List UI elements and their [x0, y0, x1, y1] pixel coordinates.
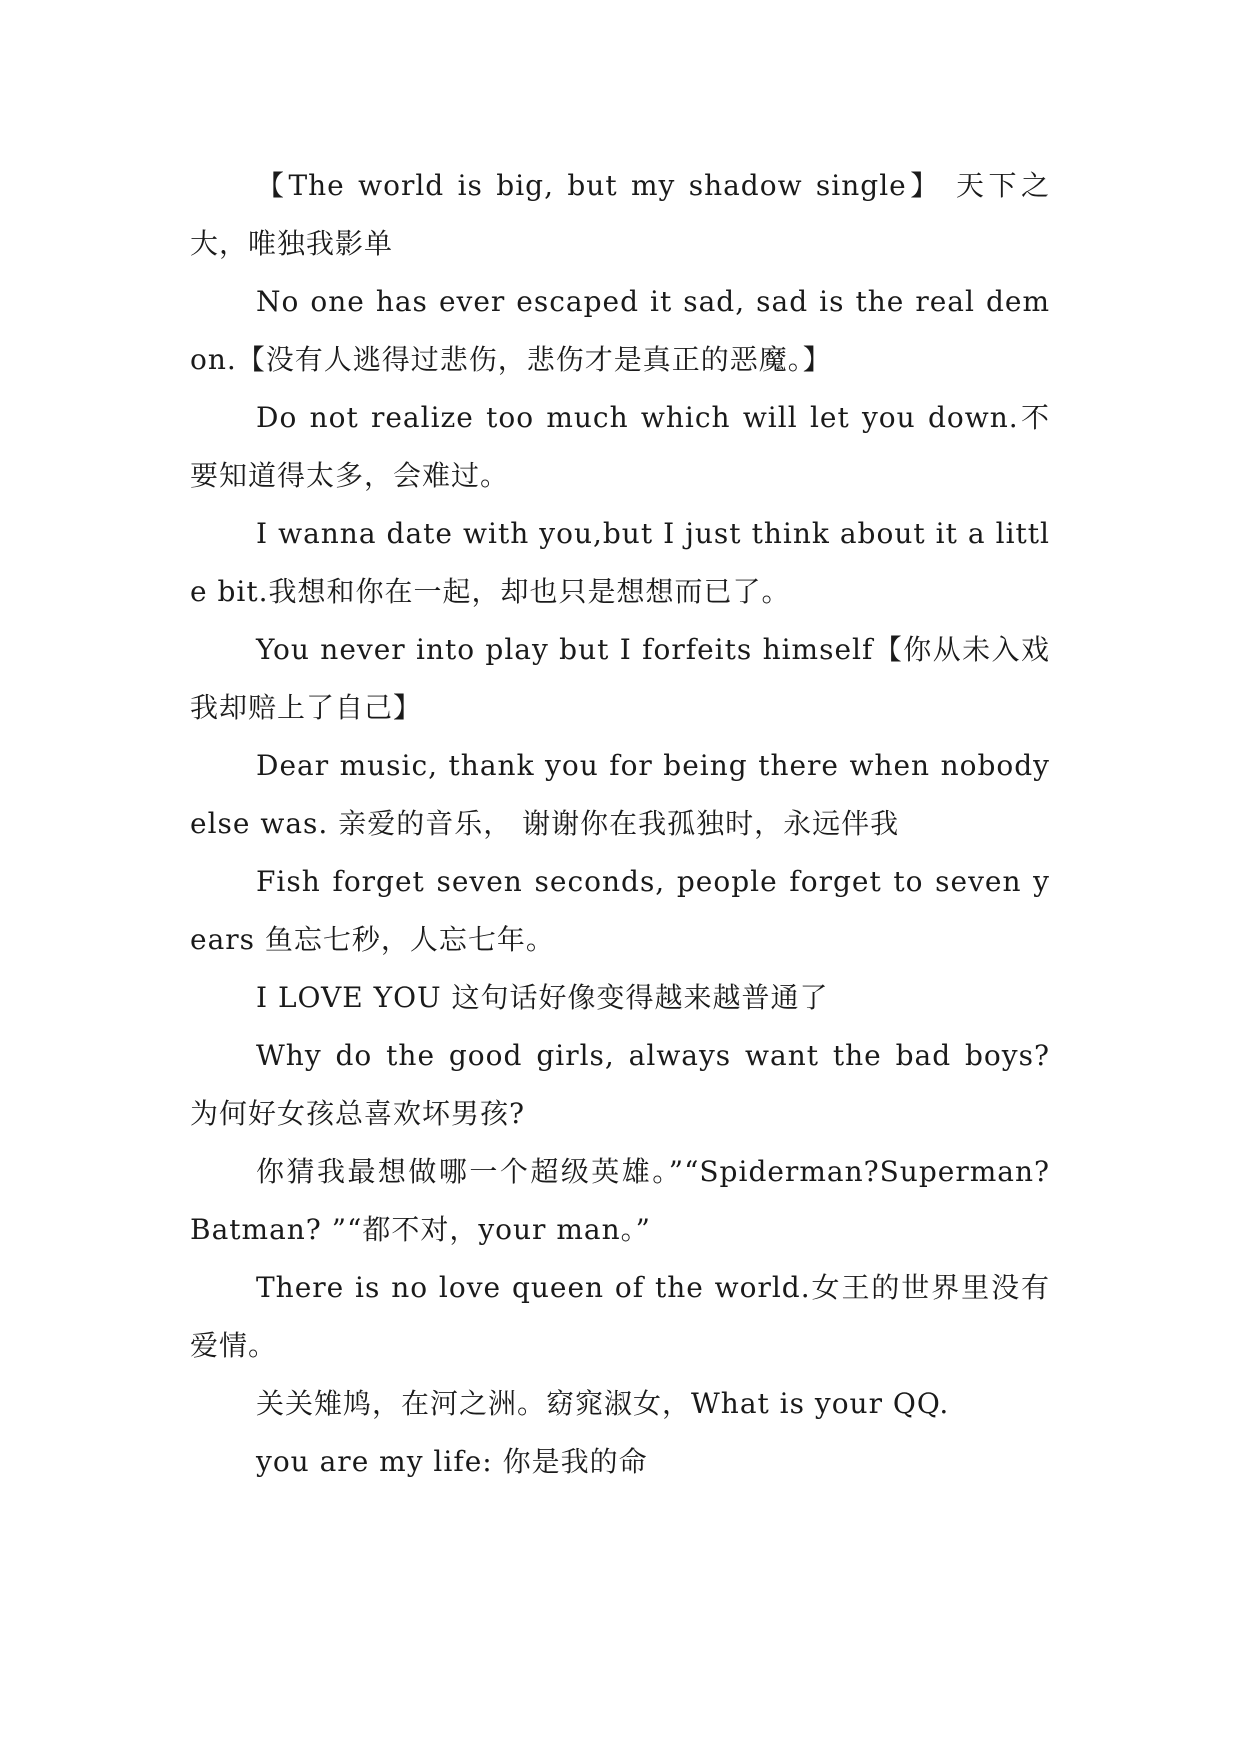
paragraph: 关关雉鸠，在河之洲。窈窕淑女，What is your QQ.	[256, 1387, 950, 1420]
document-body	[190, 157, 1050, 1491]
paragraph: Dear music, thank you for being there when nobody else was. 亲爱的音乐， 谢谢你在我孤独时，永远伴我	[190, 749, 1050, 840]
paragraph: You never into play but I forfeits himself【你从未入戏 我却赔上了自己】	[190, 633, 1050, 724]
paragraph: I LOVE YOU 这句话好像变得越来越普通了	[256, 981, 829, 1014]
paragraph: I wanna date with you,but I just think about it a little bit.我想和你在一起，却也只是想想而已了。	[190, 517, 1050, 608]
paragraph: 你猜我最想做哪一个超级英雄。”“Spiderman?Superman? Batman? ”“都不对，your man。”	[190, 1155, 1050, 1246]
paragraph: 【The world is big, but my shadow single】 天下之大，唯独我影单	[190, 169, 1050, 260]
paragraph: Do not realize too much which will let you down.不要知道得太多，会难过。	[190, 401, 1050, 492]
paragraph: No one has ever escaped it sad, sad is the real demon.【没有人逃得过悲伤，悲伤才是真正的恶魔。】	[190, 285, 1050, 376]
paragraph: There is no love queen of the world.女王的世界里没有爱情。	[190, 1271, 1050, 1362]
paragraph: you are my life: 你是我的命	[256, 1445, 648, 1478]
paragraph: Fish forget seven seconds, people forget to seven years 鱼忘七秒，人忘七年。	[190, 865, 1050, 956]
paragraph: Why do the good girls, always want the bad boys? 为何好女孩总喜欢坏男孩?	[190, 1039, 1050, 1130]
